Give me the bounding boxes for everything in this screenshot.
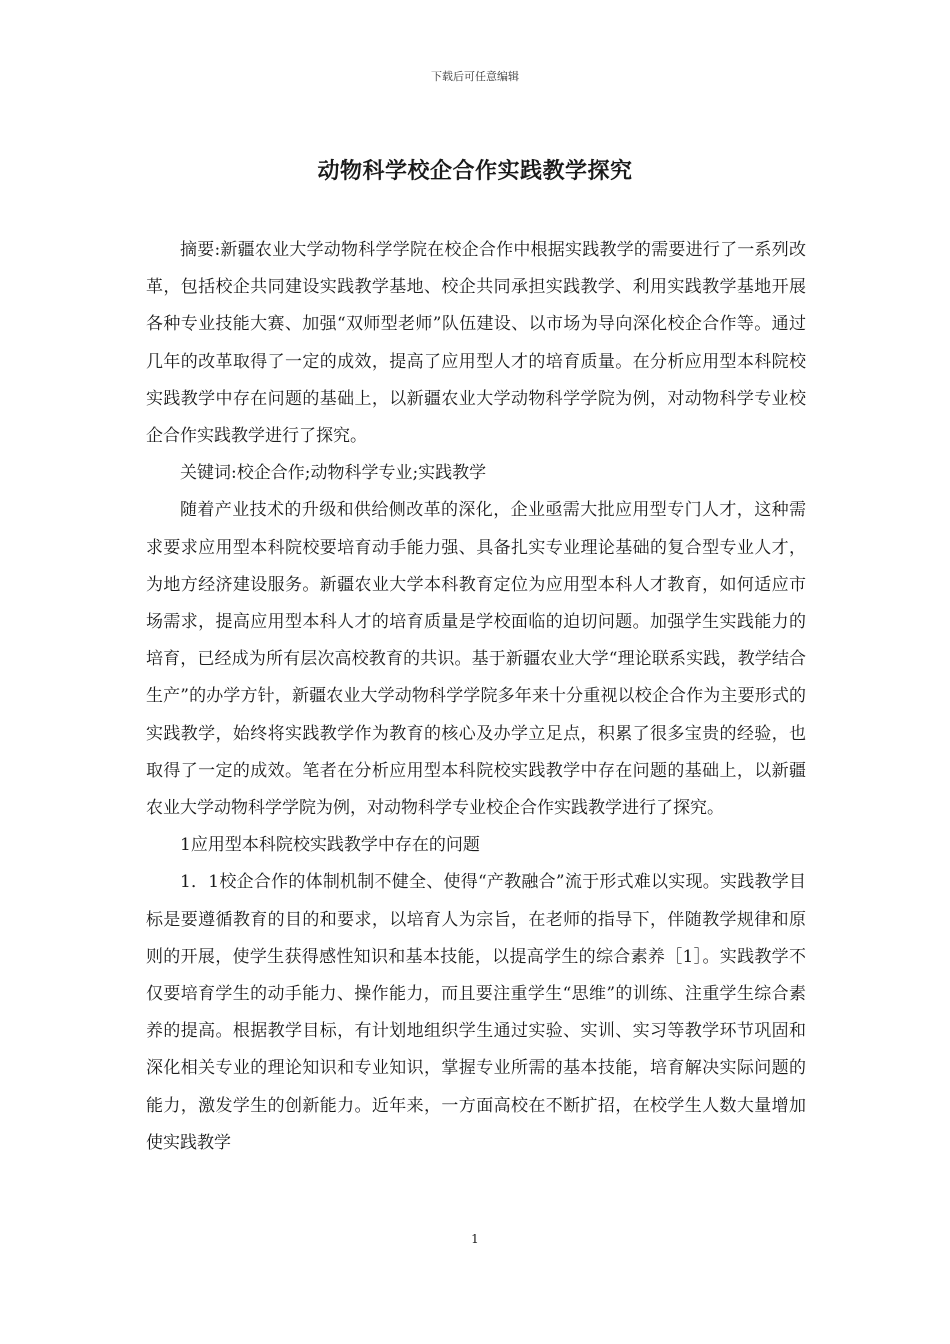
intro-paragraph: 随着产业技术的升级和供给侧改革的深化，企业亟需大批应用型专门人才，这种需求要求应用型本科院校要培育动手能力强、具备扎实专业理论基础的复合型专业人才，为地方经济建设服务。新疆农业大学本科教育定位为应用型本科人才教育，如何适应市场需求，提高应用型本科人才的培育质量是学校面临的迫切问题。加强学生实践能力的培育，已经成为所有层次高校教育的共识。基于新疆农业大学“理论联系实践，教学结合生产”的办学方针，新疆农业大学动物科学学院多年来十分重视以校企合作为主要形式的实践教学，始终将实践教学作为教育的核心及办学立足点，积累了很多宝贵的经验，也取得了一定的成效。笔者在分析应用型本科院校实践教学中存在问题的基础上，以新疆农业大学动物科学学院为例，对动物科学专业校企合作实践教学进行了探究。 (146, 500, 806, 819)
abstract-paragraph: 摘要:新疆农业大学动物科学学院在校企合作中根据实践教学的需要进行了一系列改革，包括校企共同建设实践教学基地、校企共同承担实践教学、利用实践教学基地开展各种专业技能大赛、加强“双师型老师”队伍建设、以市场为导向深化校企合作等。通过几年的改革取得了一定的成效，提高了应用型人才的培育质量。在分析应用型本科院校实践教学中存在问题的基础上，以新疆农业大学动物科学学院为例，对动物科学专业校企合作实践教学进行了探究。 (146, 240, 806, 447)
document-title: 动物科学校企合作实践教学探究 (317, 158, 633, 184)
section-heading-1: 1应用型本科院校实践教学中存在的问题 (180, 835, 480, 856)
keywords-paragraph: 关键词:校企合作;动物科学专业;实践教学 (180, 463, 487, 484)
page-header-note: 下载后可任意编辑 (431, 70, 519, 83)
document-body (146, 232, 806, 1162)
subsection-paragraph-1-1: 1．1校企合作的体制机制不健全、使得“产教融合”流于形式难以实现。实践教学目标是要遵循教育的目的和要求，以培育人为宗旨，在老师的指导下，伴随教学规律和原则的开展，使学生获得感性知识和基本技能，以提高学生的综合素养［1］。实践教学不仅要培育学生的动手能力、操作能力，而且要注重学生“思维”的训练、注重学生综合素养的提高。根据教学目标，有计划地组织学生通过实验、实训、实习等教学环节巩固和深化相关专业的理论知识和专业知识，掌握专业所需的基本技能，培育解决实际问题的能力，激发学生的创新能力。近年来，一方面高校在不断扩招，在校学生人数大量增加使实践教学 (146, 872, 806, 1153)
page-number: 1 (471, 1232, 479, 1246)
